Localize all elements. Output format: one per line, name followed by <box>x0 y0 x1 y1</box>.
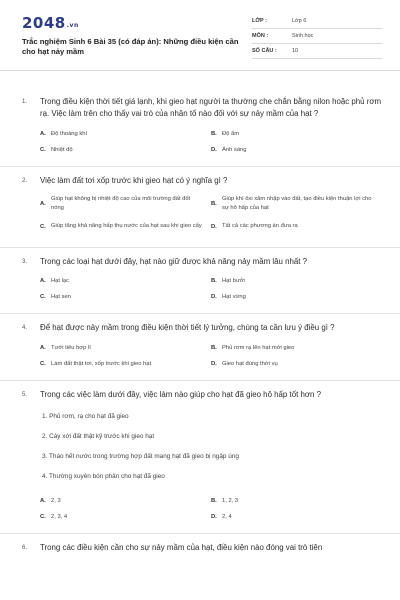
question-4 <box>22 322 382 372</box>
question-divider <box>0 313 400 314</box>
option-a[interactable] <box>40 126 211 142</box>
question-text: Để hạt được nảy mầm trong điều kiện thời tiết lý tưởng, chúng ta cần lưu ý điều gì ? <box>40 323 335 333</box>
option-text: Làm đất thật tơi, xốp trước khi gieo hạt <box>51 361 152 368</box>
option-b[interactable] <box>211 493 382 509</box>
option-a[interactable] <box>40 273 211 289</box>
question-3 <box>22 256 382 306</box>
option-c[interactable] <box>40 215 211 239</box>
option-letter: B. <box>211 278 217 285</box>
statement-item: 1. Phủ rơm, rạ cho hạt đã gieo <box>42 413 129 421</box>
option-b[interactable] <box>211 193 382 215</box>
option-b[interactable] <box>211 340 382 356</box>
option-letter: C. <box>40 294 46 301</box>
option-text: Nhiệt độ <box>51 146 73 153</box>
meta-row-class <box>252 14 382 29</box>
question-divider <box>0 533 400 534</box>
question-divider <box>0 247 400 248</box>
option-text: Độ ẩm <box>222 130 240 137</box>
option-text: Hạt lạc <box>51 278 70 285</box>
option-text: Ánh sáng <box>222 146 247 153</box>
option-d[interactable] <box>211 289 382 305</box>
question-1 <box>22 96 382 158</box>
option-letter: B. <box>211 345 217 352</box>
option-letter: C. <box>40 146 46 153</box>
option-a[interactable] <box>40 340 211 356</box>
option-b[interactable] <box>211 126 382 142</box>
option-c[interactable] <box>40 509 211 525</box>
option-c[interactable] <box>40 142 211 158</box>
option-letter: A. <box>40 278 46 285</box>
question-number: 2. <box>22 177 28 184</box>
option-text: Tưới tiêu hợp lí <box>51 345 91 352</box>
option-letter: D. <box>211 361 217 368</box>
option-text: Phủ rơm rạ lên hạt mới gieo <box>222 345 295 352</box>
option-c[interactable] <box>40 289 211 305</box>
answer-options <box>22 126 382 158</box>
option-letter: C. <box>40 223 46 230</box>
option-d[interactable] <box>211 142 382 158</box>
question-text: Trong các loại hạt dưới đây, hạt nào giữ được khả năng nảy mầm lâu nhất ? <box>40 256 308 266</box>
option-text: Tất cả các phương án đưa ra <box>222 223 298 230</box>
option-letter: A. <box>40 345 46 352</box>
option-text: Hạt bưởi <box>222 278 245 285</box>
option-letter: A. <box>40 200 46 207</box>
option-text: Hạt vừng <box>222 294 246 301</box>
site-logo[interactable] <box>22 14 252 32</box>
option-text: Độ thoáng khí <box>51 130 88 137</box>
question-text: Trong các điều kiện cần cho sự nảy mầm của hạt, điều kiện nào đóng vai trò tiên <box>40 543 323 553</box>
option-d[interactable] <box>211 215 382 239</box>
answer-options <box>22 493 382 525</box>
option-text: 2, 4 <box>222 513 232 520</box>
question-list <box>22 96 382 554</box>
question-number: 1. <box>22 99 28 105</box>
question-number: 6. <box>22 545 28 552</box>
option-a[interactable] <box>40 193 211 215</box>
option-letter: D. <box>211 223 217 230</box>
option-letter: D. <box>211 294 217 301</box>
logo-suffix: .vn <box>66 22 79 29</box>
option-text: Giúp khí ôxi xâm nhập vào đất, tạo điều kiện thuận lợi cho sự hô hấp của hạt <box>222 196 372 211</box>
question-6 <box>22 542 382 554</box>
option-a[interactable] <box>40 493 211 509</box>
document-header <box>22 14 382 74</box>
option-text: Gieo hạt đúng thời vụ <box>222 361 278 368</box>
answer-options <box>22 273 382 305</box>
answer-options <box>22 340 382 372</box>
statement-item: 2. Cày xới đất thật kỹ trước khi gieo hạt <box>42 433 155 441</box>
meta-row-count <box>252 44 382 59</box>
option-letter: C. <box>40 514 46 521</box>
option-b[interactable] <box>211 273 382 289</box>
option-text: 2, 3, 4 <box>51 513 68 520</box>
question-number: 4. <box>22 325 28 332</box>
option-d[interactable] <box>211 509 382 525</box>
question-divider <box>0 380 400 381</box>
question-text: Việc làm đất tơi xốp trước khi gieo hạt có ý nghĩa gì ? <box>40 175 228 185</box>
question-number: 5. <box>22 392 28 399</box>
meta-row-subject <box>252 29 382 44</box>
meta-value: 10 <box>292 48 299 54</box>
option-letter: B. <box>211 498 217 505</box>
option-text: Giúp hạt không bị nhiệt độ cao của môi trường đất đốt nóng <box>51 196 191 211</box>
meta-key: SỐ CÂU : <box>252 48 277 54</box>
option-text: Hạt sen <box>51 294 71 301</box>
option-text: 2, 3 <box>51 497 61 504</box>
meta-value: Sinh học <box>292 33 314 39</box>
statement-item: 3. Tháo hết nước trong trường hợp đất mang hạt đã gieo bị ngập úng <box>42 453 239 461</box>
question-text: Trong các việc làm dưới đây, việc làm nào giúp cho hạt đã gieo hô hấp tốt hơn ? <box>40 390 322 400</box>
answer-options <box>22 193 382 239</box>
document-title: Trắc nghiệm Sinh 6 Bài 35 (có đáp án): Những điều kiện cần cho hạt nảy mầm <box>22 37 239 57</box>
option-letter: B. <box>211 130 217 137</box>
meta-key: MÔN : <box>252 33 269 39</box>
brand-block <box>22 14 252 58</box>
logo-text: 2048 <box>22 14 66 32</box>
option-text: 1, 2, 3 <box>222 497 239 504</box>
meta-key: LỚP : <box>252 18 267 24</box>
question-text: Trong điều kiện thời tiết giá lạnh, khi gieo hạt người ta thường che chắn bằng nilon hoặc phủ rơm rạ. Việc làm trên cho thấy vai trò của nhân tố nào đối với sự nảy mầm của hạt ? <box>40 97 382 118</box>
option-letter: D. <box>211 514 217 521</box>
option-letter: D. <box>211 146 217 153</box>
meta-table <box>252 14 382 59</box>
option-letter: C. <box>40 361 46 368</box>
header-divider <box>0 70 400 71</box>
option-letter: A. <box>40 130 46 137</box>
statement-list <box>22 407 382 487</box>
question-divider <box>0 166 400 167</box>
question-5 <box>22 389 382 525</box>
option-text: Giúp tăng khả năng hấp thụ nước của hạt sau khi gieo cấy <box>51 223 202 230</box>
option-letter: A. <box>40 498 46 505</box>
option-d[interactable] <box>211 356 382 372</box>
option-letter: B. <box>211 200 217 207</box>
question-2 <box>22 175 382 239</box>
statement-item: 4. Thường xuyên bón phân cho hạt đã gieo <box>42 473 165 481</box>
meta-value: Lớp 6 <box>292 18 307 24</box>
option-c[interactable] <box>40 356 211 372</box>
question-number: 3. <box>22 258 28 265</box>
